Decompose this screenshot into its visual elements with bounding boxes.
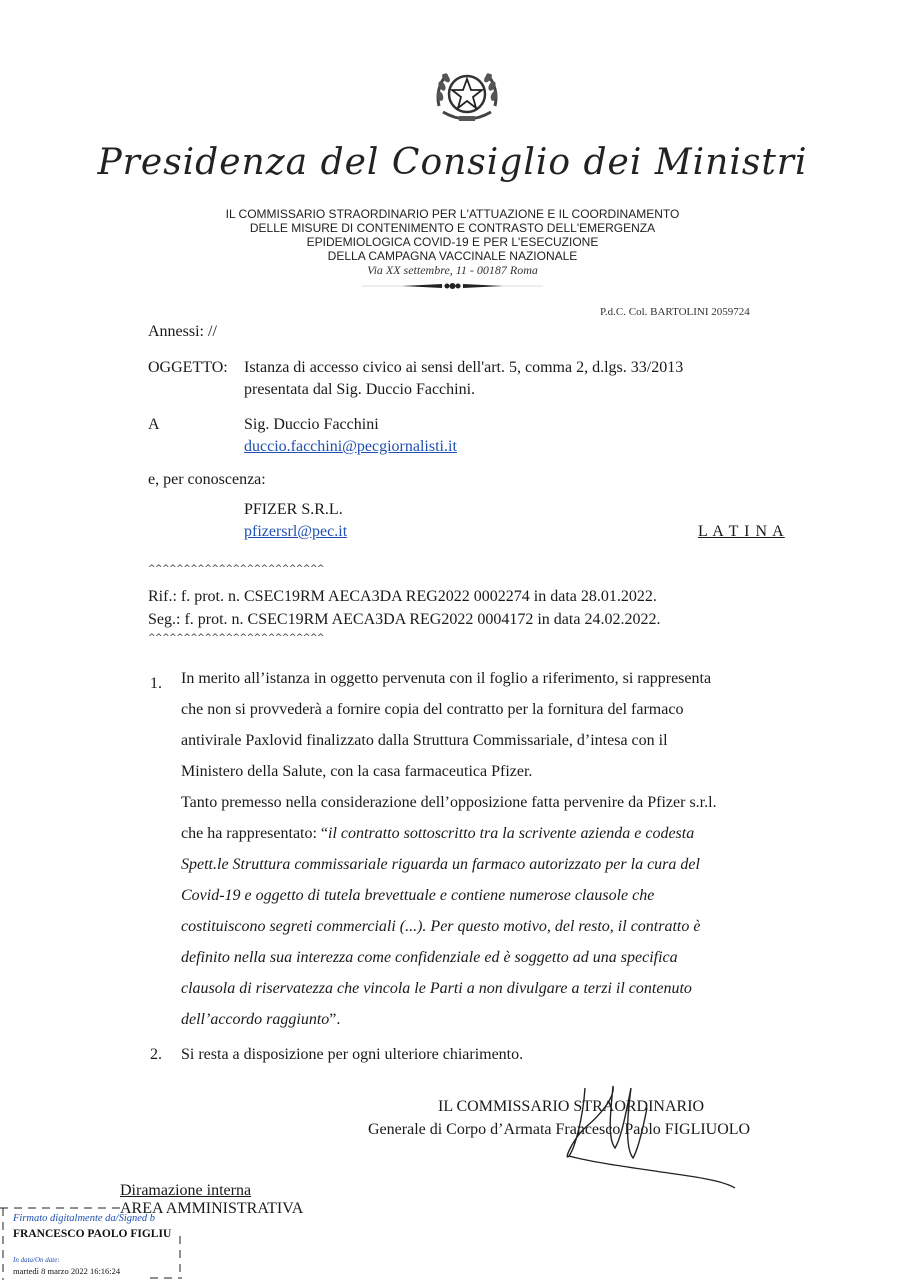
paragraph-line: che non si provvederà a fornire copia del contratto per la fornitura del farmaco bbox=[181, 701, 684, 718]
point-of-contact: P.d.C. Col. BARTOLINI 2059724 bbox=[600, 306, 750, 318]
commissario-line: IL COMMISSARIO STRAORDINARIO PER L'ATTUAZIONE E IL COORDINAMENTO bbox=[225, 207, 680, 221]
cc-name: PFIZER S.R.L. bbox=[244, 501, 343, 518]
following-reference-line: Seg.: f. prot. n. CSEC19RM AECA3DA REG2022 0004172 in data 24.02.2022. bbox=[148, 611, 661, 628]
office-title: Presidenza del Consiglio dei Ministri bbox=[97, 142, 808, 183]
annexes: Annessi: // bbox=[148, 323, 217, 340]
cc-city: L A T I N A bbox=[698, 523, 785, 540]
separator-carets: ^^^^^^^^^^^^^^^^^^^^^^^^^ bbox=[148, 564, 325, 574]
quote-end: dell’accordo raggiunto bbox=[181, 1011, 330, 1028]
separator-carets: ^^^^^^^^^^^^^^^^^^^^^^^^^ bbox=[148, 633, 325, 643]
distribution-area: AREA AMMINISTRATIVA bbox=[120, 1200, 304, 1217]
signed-by-label: Firmato digitalmente da/Signed b bbox=[13, 1213, 156, 1224]
quote-line: Spett.le Struttura commissariale riguarda un farmaco autorizzato per la cura del bbox=[181, 856, 700, 873]
signed-date-label: In data/On date: bbox=[13, 1256, 60, 1264]
quote-close: ”. bbox=[329, 1011, 341, 1028]
commissario-heading bbox=[150, 207, 755, 263]
cc-email-link[interactable]: pfizersrl@pec.it bbox=[244, 523, 348, 540]
quote-intro: che ha rappresentato: “ bbox=[181, 825, 329, 842]
handwritten-signature-icon bbox=[555, 1078, 745, 1193]
republic-emblem-icon bbox=[431, 66, 503, 128]
signatory-name: Generale di Corpo d’Armata Francesco Paolo FIGLIUOLO bbox=[368, 1121, 751, 1138]
paragraph-line: antivirale Paxlovid finalizzato dalla Struttura Commissariale, d’intesa con il bbox=[181, 732, 668, 749]
recipient-label: A bbox=[148, 416, 160, 433]
quote-line: Covid-19 e oggetto di tutela brevettuale e contiene numerose clausole che bbox=[181, 887, 655, 904]
point-2-text: Si resta a disposizione per ogni ulteriore chiarimento. bbox=[181, 1046, 524, 1063]
subject-label: OGGETTO: bbox=[148, 359, 228, 376]
quote-line: definito nella sua interezza come confidenziale ed è soggetto ad una specifica bbox=[181, 949, 678, 966]
paragraph-line: Tanto premesso nella considerazione dell’opposizione fatta pervenire da Pfizer s.r.l. bbox=[181, 794, 717, 811]
commissario-line: DELLA CAMPAGNA VACCINALE NAZIONALE bbox=[327, 249, 578, 263]
paragraph-line bbox=[181, 818, 791, 849]
ornament-divider-icon bbox=[362, 280, 543, 292]
distribution-label: Diramazione interna bbox=[120, 1182, 252, 1199]
signatory-title: IL COMMISSARIO STRAORDINARIO bbox=[438, 1098, 705, 1115]
commissario-line: EPIDEMIOLOGICA COVID-19 E PER L'ESECUZIONE bbox=[306, 235, 599, 249]
paragraph-line: Ministero della Salute, con la casa farmaceutica Pfizer. bbox=[181, 763, 533, 780]
recipient-name: Sig. Duccio Facchini bbox=[244, 416, 379, 433]
subject-line: presentata dal Sig. Duccio Facchini. bbox=[244, 381, 476, 398]
reference-line: Rif.: f. prot. n. CSEC19RM AECA3DA REG2022 0002274 in data 28.01.2022. bbox=[148, 588, 657, 605]
recipient-email-link[interactable]: duccio.facchini@pecgiornalisti.it bbox=[244, 438, 457, 455]
commissario-line: DELLE MISURE DI CONTENIMENTO E CONTRASTO DELL'EMERGENZA bbox=[249, 221, 656, 235]
signed-date: martedì 8 marzo 2022 16:16:24 bbox=[13, 1266, 121, 1276]
point-number: 2. bbox=[150, 1046, 162, 1063]
paragraph-line bbox=[181, 1004, 791, 1035]
paragraph-line: In merito all’istanza in oggetto pervenuta con il foglio a riferimento, si rappresenta bbox=[181, 670, 712, 687]
quote-line: costituiscono segreti commerciali (...). Per questo motivo, del resto, il contratto è bbox=[181, 918, 701, 935]
subject-line: Istanza di accesso civico ai sensi dell'art. 5, comma 2, d.lgs. 33/2013 bbox=[244, 359, 684, 376]
signer-name: FRANCESCO PAOLO FIGLIU bbox=[13, 1228, 172, 1240]
quote-text: il contratto sottoscritto tra la scrivente azienda e codesta bbox=[328, 825, 695, 842]
quote-line: clausola di riservatezza che vincola le Parti a non divulgare a terzi il contenuto bbox=[181, 980, 692, 997]
cc-label: e, per conoscenza: bbox=[148, 471, 266, 488]
point-1-paragraph bbox=[181, 663, 791, 1035]
office-address: Via XX settembre, 11 - 00187 Roma bbox=[367, 263, 538, 277]
point-number: 1. bbox=[150, 675, 162, 692]
